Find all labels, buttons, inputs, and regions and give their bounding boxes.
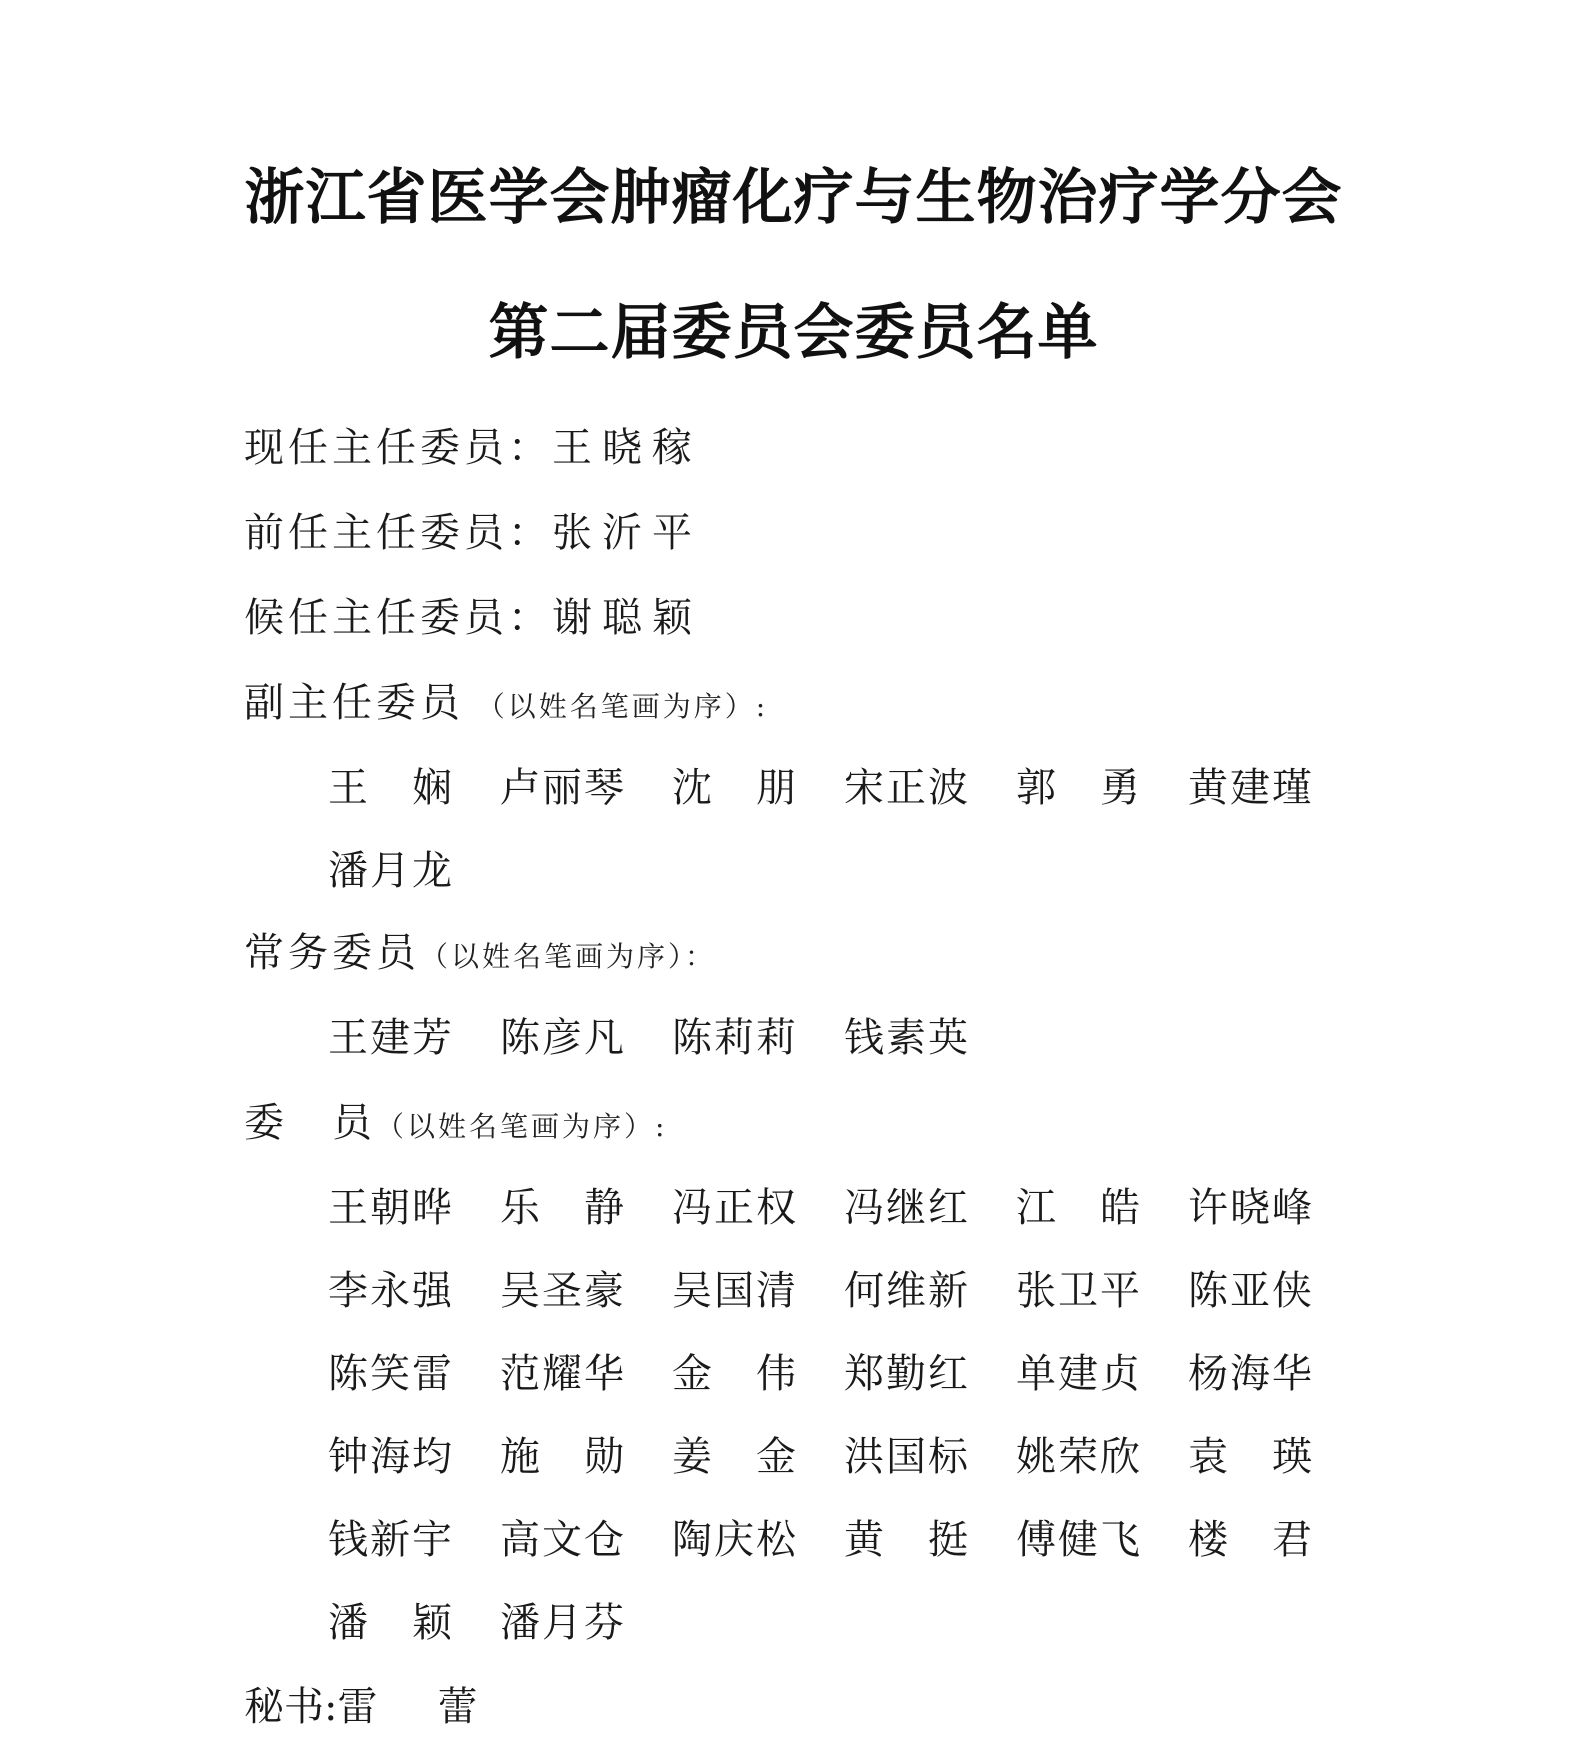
current-chair-label: 现任主任委员： [244,425,552,471]
member-name: 陈 亚 侠 [1188,1268,1312,1314]
member-name: 杨 海 华 [1188,1351,1312,1397]
members-note: （以姓名笔画为序）: [376,1110,668,1143]
member-name: 冯 正 权 [672,1185,796,1231]
member-name: 范 耀 华 [500,1351,624,1397]
member-name: 乐 静 [500,1185,624,1231]
vice-chair-name: 潘 月 龙 [328,848,452,894]
member-name: 钱 新 宇 [328,1517,452,1563]
member-name: 吴 国 清 [672,1268,796,1314]
vice-chair-name: 王 娴 [328,765,452,811]
standing-member-name: 王 建 芳 [328,1015,452,1061]
member-name: 钟 海 均 [328,1434,452,1480]
current-chair-name: 王晓稼 [552,425,702,471]
member-name: 陈 笑 雷 [328,1351,452,1397]
standing-label: 常务委员 [244,930,420,976]
vice-chair-name: 卢 丽 琴 [500,765,624,811]
member-name: 姜 金 [672,1434,796,1480]
standing-member-name: 陈 彦 凡 [500,1015,624,1061]
member-name: 王 朝 晔 [328,1185,452,1231]
secretary-label: 秘书: [244,1684,338,1730]
member-name: 单 建 贞 [1016,1351,1140,1397]
secretary-line [244,1677,487,1737]
candidate-chair-line [244,588,702,648]
member-name: 傅 健 飞 [1016,1517,1140,1563]
vice-chairs-heading [244,673,768,737]
former-chair-name: 张沂平 [552,510,702,556]
member-name: 施 勋 [500,1434,624,1480]
candidate-chair-name: 谢聪颖 [552,595,702,641]
member-name: 李 永 强 [328,1268,452,1314]
member-name: 潘 月 芬 [500,1600,624,1646]
member-name: 楼 君 [1188,1517,1312,1563]
member-name: 陶 庆 松 [672,1517,796,1563]
member-name: 张 卫 平 [1016,1268,1140,1314]
vice-chairs-label: 副主任委员 [244,680,464,726]
member-name: 郑 勤 红 [844,1351,968,1397]
members-label: 委 员 [244,1100,376,1146]
standing-note: （以姓名笔画为序）： [420,940,717,973]
member-name: 江 皓 [1016,1185,1140,1231]
document-title-line-2: 第二届委员会委员名单 [488,298,1099,368]
member-name: 吴 圣 豪 [500,1268,624,1314]
member-name: 潘 颖 [328,1600,452,1646]
current-chair-line [244,418,702,478]
document-title-line-1: 浙江省医学会肿瘤化疗与生物治疗学分会 [244,163,1343,233]
member-name: 袁 瑛 [1188,1434,1312,1480]
member-name: 许 晓 峰 [1188,1185,1312,1231]
candidate-chair-label: 候任主任委员： [244,595,552,641]
vice-chair-name: 宋 正 波 [844,765,968,811]
standing-member-name: 钱 素 英 [844,1015,968,1061]
member-name: 冯 继 红 [844,1185,968,1231]
secretary-name: 雷 蕾 [337,1684,488,1730]
standing-heading [244,923,716,987]
standing-member-name: 陈 莉 莉 [672,1015,796,1061]
member-name: 洪 国 标 [844,1434,968,1480]
member-name: 何 维 新 [844,1268,968,1314]
member-name: 姚 荣 欣 [1016,1434,1140,1480]
member-name: 金 伟 [672,1351,796,1397]
member-name: 黄 挺 [844,1517,968,1563]
former-chair-line [244,503,702,563]
former-chair-label: 前任主任委员： [244,510,552,556]
vice-chair-name: 黄 建 瑾 [1188,765,1312,811]
member-name: 高 文 仓 [500,1517,624,1563]
members-heading [244,1093,667,1157]
vice-chair-name: 沈 朋 [672,765,796,811]
vice-chair-name: 郭 勇 [1016,765,1140,811]
vice-chairs-note: （以姓名笔画为序）: [476,690,769,723]
